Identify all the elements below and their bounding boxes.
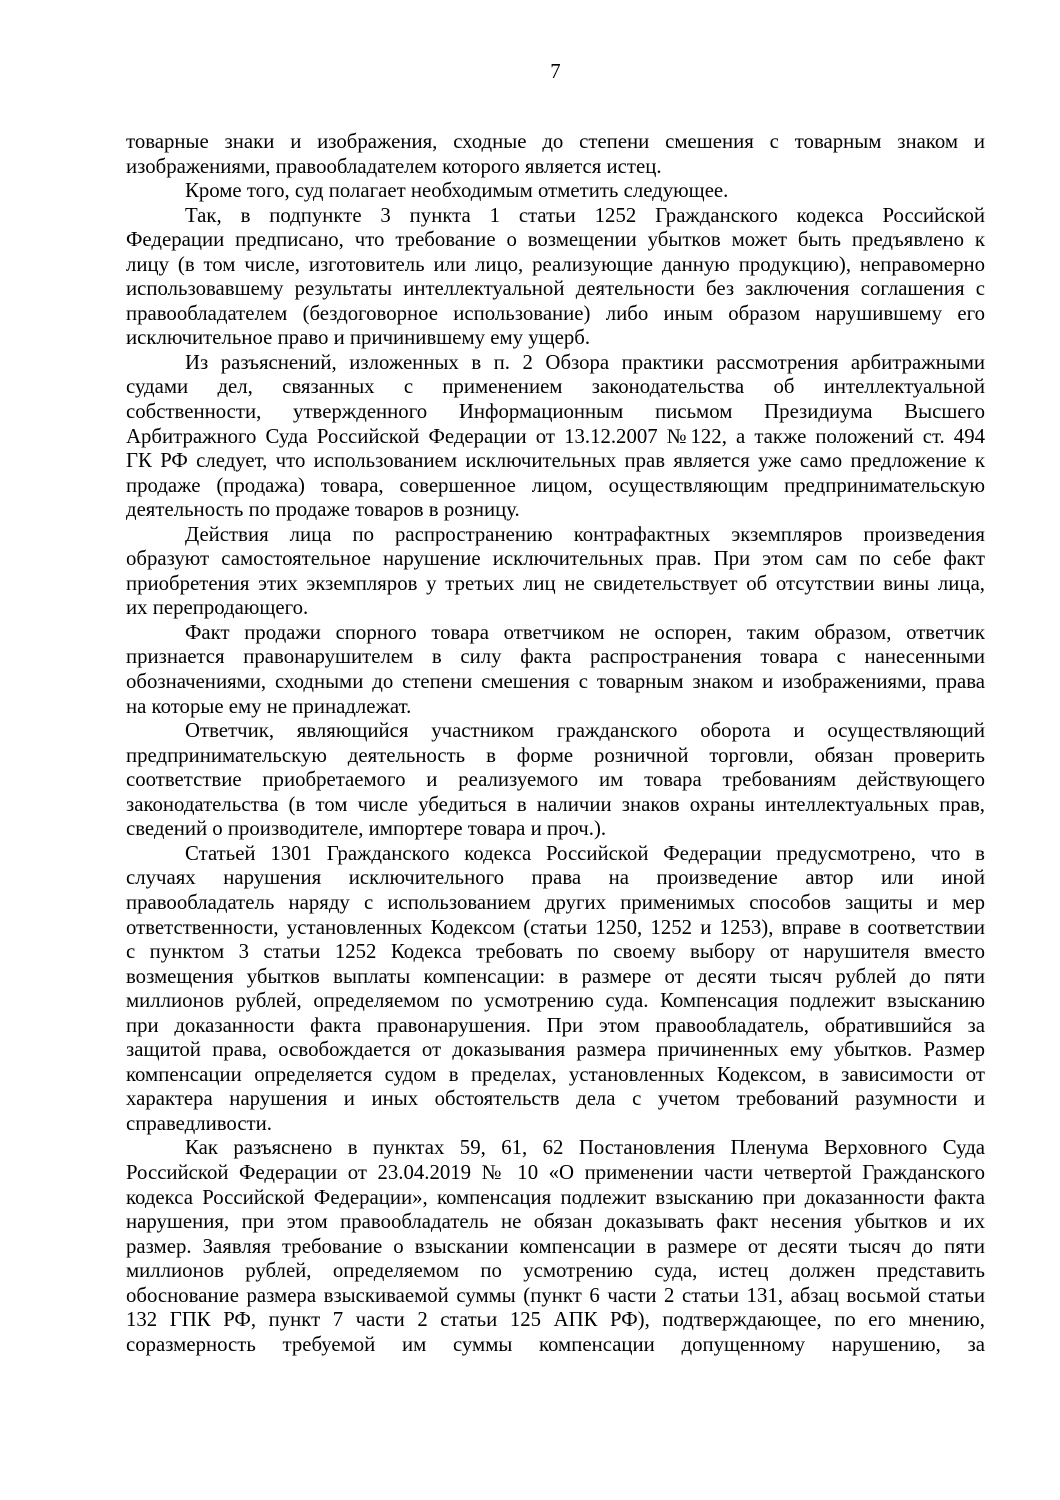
text-line: характера нарушения и иных обстоятельств дела с учетом требований разумности и [126,1087,985,1111]
text-line: товарные знаки и изображения, сходные до степени смешения с товарным знаком и [126,130,985,153]
text-line: соответствие приобретаемого и реализуемого им товара требованиям действующего [126,768,985,792]
page-number: 7 [550,60,561,83]
text-line: исключительное право и причинившему ему ущерб. [126,326,591,350]
text-line: использовавшему результаты интеллектуальной деятельности без заключения соглашения с [126,277,985,301]
text-line: Из разъяснений, изложенных в п. 2 Обзора практики рассмотрения арбитражными [185,350,985,374]
text-line: Ответчик, являющийся участником гражданского оборота и осуществляющий [185,719,985,743]
text-line: случаях нарушения исключительного права на произведение автор или иной [126,866,985,890]
text-line: образуют самостоятельное нарушение исключительных прав. При этом сам по себе факт [126,547,985,571]
paragraph [126,130,985,179]
text-line: кодекса Российской Федерации», компенсация подлежит взысканию при доказанности факта [126,1185,985,1209]
text-line: собственности, утвержденного Информационным письмом Президиума Высшего [126,400,985,424]
text-line: правообладатель наряду с использованием других применимых способов защиты и мер [126,890,985,914]
paragraph [126,1136,985,1357]
text-line: деятельность по продаже товаров в розницу. [126,498,520,522]
text-line: защитой права, освобождается от доказывания размера причиненных ему убытков. Размер [126,1038,985,1062]
paragraph [126,621,985,719]
text-line: при доказанности факта правонарушения. При этом правообладатель, обратившийся за [126,1013,985,1037]
text-line: продаже (продажа) товара, совершенное лицом, осуществляющим предпринимательскую [126,473,985,497]
text-line: обоснование размера взыскиваемой суммы (пункт 6 части 2 статьи 131, абзац восьмой статьи [126,1283,985,1307]
text-line: соразмерность требуемой им суммы компенсации допущенному нарушению, за [126,1332,985,1356]
text-line: законодательства (в том числе убедиться в наличии знаков охраны интеллектуальных прав, [126,792,985,816]
text-line: признается правонарушителем в силу факта распространения товара с нанесенными [126,645,985,669]
text-line: Кроме того, суд полагает необходимым отметить следующее. [185,179,729,203]
text-line: Как разъяснено в пунктах 59, 61, 62 Постановления Пленума Верховного Суда [185,1136,985,1160]
text-line: Так, в подпункте 3 пункта 1 статьи 1252 Гражданского кодекса Российской [185,203,985,227]
text-line: лицу (в том числе, изготовитель или лицо, реализующие данную продукцию), неправомерно [126,252,985,276]
text-line: обозначениями, сходными до степени смешения с товарным знаком и изображениями, права [126,670,985,694]
paragraph [126,523,985,621]
text-line: миллионов рублей, определяемом по усмотрению суда, истец должен представить [126,1259,985,1283]
text-line: ответственности, установленных Кодексом (статьи 1250, 1252 и 1253), вправе в соответствии [126,915,985,939]
text-line: Российской Федерации от 23.04.2019 № 10 «О применении части четвертой Гражданского [126,1160,985,1184]
text-line: Федерации предписано, что требование о возмещении убытков может быть предъявлено к [126,228,985,252]
text-line: с пунктом 3 статьи 1252 Кодекса требовать по своему выбору от нарушителя вместо [126,940,985,964]
text-line: нарушения, при этом правообладатель не обязан доказывать факт несения убытков и их [126,1210,985,1234]
text-line: предпринимательскую деятельность в форме розничной торговли, обязан проверить [126,743,985,767]
text-line: приобретения этих экземпляров у третьих лиц не свидетельствует об отсутствии вины лица, [126,571,985,595]
text-line: размер. Заявляя требование о взыскании компенсации в размере от десяти тысяч до пяти [126,1234,985,1258]
text-line: судами дел, связанных с применением законодательства об интеллектуальной [126,375,985,399]
text-line: миллионов рублей, определяемом по усмотрению суда. Компенсация подлежит взысканию [126,989,985,1013]
text-line: возмещения убытков выплаты компенсации: в размере от десяти тысяч рублей до пяти [126,964,985,988]
text-line: Арбитражного Суда Российской Федерации от 13.12.2007 №122, а также положений ст. 494 [126,424,985,448]
text-line: правообладателем (бездоговорное использование) либо иным образом нарушившему его [126,301,985,325]
paragraph [126,351,985,523]
paragraph [126,719,985,842]
text-line: на которые ему не принадлежат. [126,694,412,718]
text-line: изображениями, правообладателем которого является истец. [126,154,662,178]
paragraph [126,204,985,351]
text-line: сведений о производителе, импортере товара и проч.). [126,817,607,841]
text-line: их перепродающего. [126,596,309,620]
text-line: ГК РФ следует, что использованием исключительных прав является уже само предложение к [126,449,985,473]
text-line: Действия лица по распространению контрафактных экземпляров произведения [185,522,985,546]
text-line: справедливости. [126,1111,272,1135]
text-line: 132 ГПК РФ, пункт 7 части 2 статьи 125 АПК РФ), подтверждающее, по его мнению, [126,1308,985,1332]
text-line: Факт продажи спорного товара ответчиком не оспорен, таким образом, ответчик [185,620,985,644]
document-body [126,130,985,1357]
text-line: Статьей 1301 Гражданского кодекса Российской Федерации предусмотрено, что в [185,841,985,865]
text-line: компенсации определяется судом в пределах, установленных Кодексом, в зависимости от [126,1062,985,1086]
paragraph [126,179,985,204]
paragraph [126,842,985,1137]
